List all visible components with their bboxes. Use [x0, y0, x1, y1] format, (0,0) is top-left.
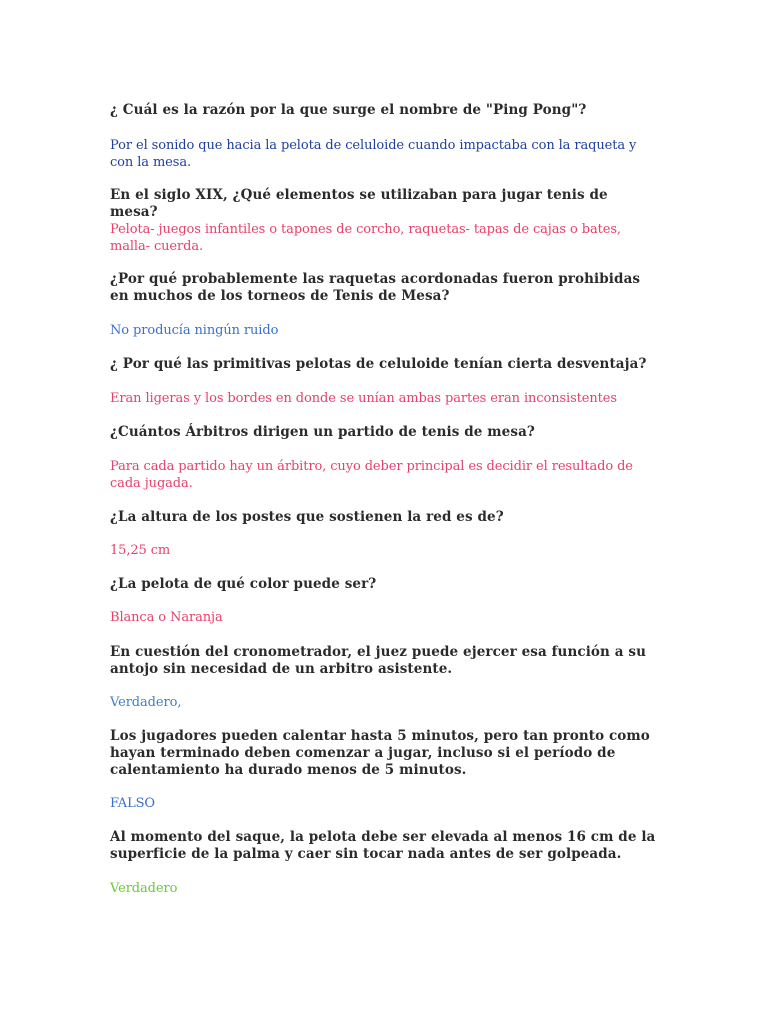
answer-8: Verdadero, [110, 695, 182, 710]
answer-3: No producía ningún ruido [110, 323, 279, 338]
answer-5: Para cada partido hay un árbitro, cuyo deber principal es decidir el resultado de cada jugada. [110, 459, 633, 491]
answer-10: Verdadero [110, 881, 178, 896]
answer-9: FALSO [110, 796, 155, 811]
question-2: En el siglo XIX, ¿Qué elementos se utilizaban para jugar tenis de mesa? [110, 187, 608, 220]
answer-2: Pelota- juegos infantiles o tapones de corcho, raquetas- tapas de cajas o bates, malla- cuerda. [110, 222, 621, 254]
answer-4: Eran ligeras y los bordes en donde se unían ambas partes eran inconsistentes [110, 391, 617, 406]
answer-6: 15,25 cm [110, 543, 171, 558]
question-7: ¿La pelota de qué color puede ser? [110, 576, 377, 592]
question-9: Los jugadores pueden calentar hasta 5 minutos, pero tan pronto como hayan terminado deben comenzar a jugar, incluso si el período de calentamiento ha durado menos de 5 minutos. [110, 728, 650, 778]
question-5: ¿Cuántos Árbitros dirigen un partido de tenis de mesa? [110, 424, 535, 440]
question-1: ¿ Cuál es la razón por la que surge el nombre de "Ping Pong"? [110, 102, 587, 118]
question-10: Al momento del saque, la pelota debe ser elevada al menos 16 cm de la superficie de la palma y caer sin tocar nada antes de ser golpeada. [110, 829, 656, 862]
question-6: ¿La altura de los postes que sostienen la red es de? [110, 509, 504, 525]
answer-1: Por el sonido que hacia la pelota de celuloide cuando impactaba con la raqueta y con la mesa. [110, 138, 637, 170]
answer-7: Blanca o Naranja [110, 610, 223, 625]
question-3: ¿Por qué probablemente las raquetas acordonadas fueron prohibidas en muchos de los torneos de Tenis de Mesa? [110, 271, 641, 304]
question-8: En cuestión del cronometrador, el juez puede ejercer esa función a su antojo sin necesidad de un arbitro asistente. [110, 644, 647, 677]
question-4: ¿ Por qué las primitivas pelotas de celuloide tenían cierta desventaja? [110, 356, 647, 372]
